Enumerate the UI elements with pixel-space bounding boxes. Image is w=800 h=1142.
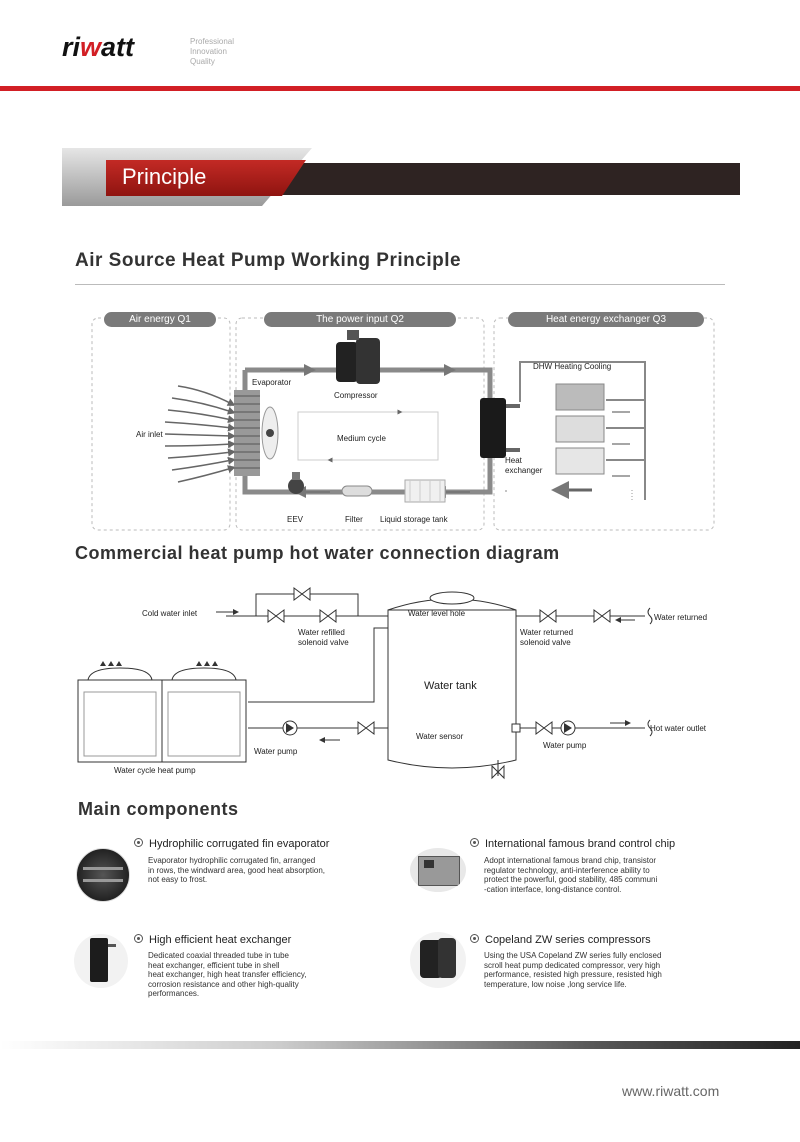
evaporator-label: Evaporator — [252, 378, 292, 387]
component-title-2: International famous brand control chip — [470, 838, 675, 850]
heat-label: Heat — [505, 456, 522, 465]
brand-tagline: Professional Innovation Quality — [190, 37, 235, 66]
section-title-principle: Air Source Heat Pump Working Principle — [75, 250, 462, 271]
component-desc-2: Adopt international famous brand chip, transistor regulator technology, anti-interference ability to protect the powerful, good stability, 485 communi -cation interface, long-distance control. — [484, 856, 658, 894]
dhw-label: DHW Heating Cooling — [533, 362, 612, 371]
bullet-icon — [134, 934, 143, 943]
filter-label: Filter — [345, 515, 363, 524]
heat-exchanger-image — [74, 934, 128, 988]
returned-label-1: Water returned — [520, 628, 574, 637]
air-energy-label: Air energy Q1 — [104, 312, 216, 327]
water-cycle-heat-pump-label: Water cycle heat pump — [114, 766, 196, 775]
connection-diagram — [0, 580, 800, 780]
power-input-label: The power input Q2 — [264, 312, 456, 327]
refilled-label-2: solenoid valve — [298, 638, 349, 647]
bullet-icon — [134, 838, 143, 847]
bullet-icon — [470, 838, 479, 847]
principle-diagram — [0, 300, 800, 540]
water-level-hole-label: Water level hole — [408, 609, 466, 618]
banner-bar — [270, 163, 740, 195]
component-desc-4: Using the USA Copeland ZW series fully enclosed scroll heat pump dedicated compressor, very high performance, resisted high pressure, resisted high temperature, low noise ,long service life. — [484, 951, 662, 989]
section-divider — [75, 284, 725, 285]
section-title-connection: Commercial heat pump hot water connection diagram — [75, 543, 560, 563]
section-title-components: Main components — [78, 799, 239, 819]
control-chip-image — [410, 848, 466, 892]
hot-water-outlet-label: Hot water outlet — [650, 724, 707, 733]
header-divider — [0, 86, 800, 91]
refilled-label-1: Water refilled — [298, 628, 345, 637]
liquid-tank-label: Liquid storage tank — [380, 515, 448, 524]
component-desc-3: Dedicated coaxial threaded tube in tube heat exchanger, efficient tube in shell heat exchanger, high heat transfer efficiency, corrosion resistance and other high-quality performances. — [148, 951, 307, 998]
water-pump-left-label: Water pump — [254, 747, 298, 756]
compressor-image — [410, 932, 466, 988]
footer-url[interactable]: www.riwatt.com — [622, 1083, 720, 1099]
footer-divider — [0, 1041, 800, 1049]
eev-label: EEV — [287, 515, 304, 524]
returned-label-2: solenoid valve — [520, 638, 571, 647]
brand-logo: riwatt — [62, 32, 135, 62]
air-inlet-label: Air inlet — [136, 430, 163, 439]
component-title-3: High efficient heat exchanger — [134, 934, 291, 946]
water-sensor-label: Water sensor — [416, 732, 464, 741]
bullet-icon — [470, 934, 479, 943]
exchanger-label: exchanger — [505, 466, 543, 475]
cold-water-inlet-label: Cold water inlet — [142, 609, 198, 618]
component-title-1: Hydrophilic corrugated fin evaporator — [134, 838, 329, 850]
banner-title: Principle — [122, 164, 207, 189]
heat-exchanger-q3-label: Heat energy exchanger Q3 — [508, 312, 704, 327]
component-title-4: Copeland ZW series compressors — [470, 934, 651, 946]
water-returned-label: Water returned — [654, 613, 708, 622]
water-tank-label: Water tank — [424, 680, 477, 692]
compressor-label: Compressor — [334, 391, 378, 400]
medium-cycle-label: Medium cycle — [337, 434, 386, 443]
water-pump-right-label: Water pump — [543, 741, 587, 750]
evaporator-image — [76, 848, 130, 902]
component-desc-1: Evaporator hydrophilic corrugated fin, arranged in rows, the windward area, good heat absorption, not easy to frost. — [148, 856, 325, 884]
